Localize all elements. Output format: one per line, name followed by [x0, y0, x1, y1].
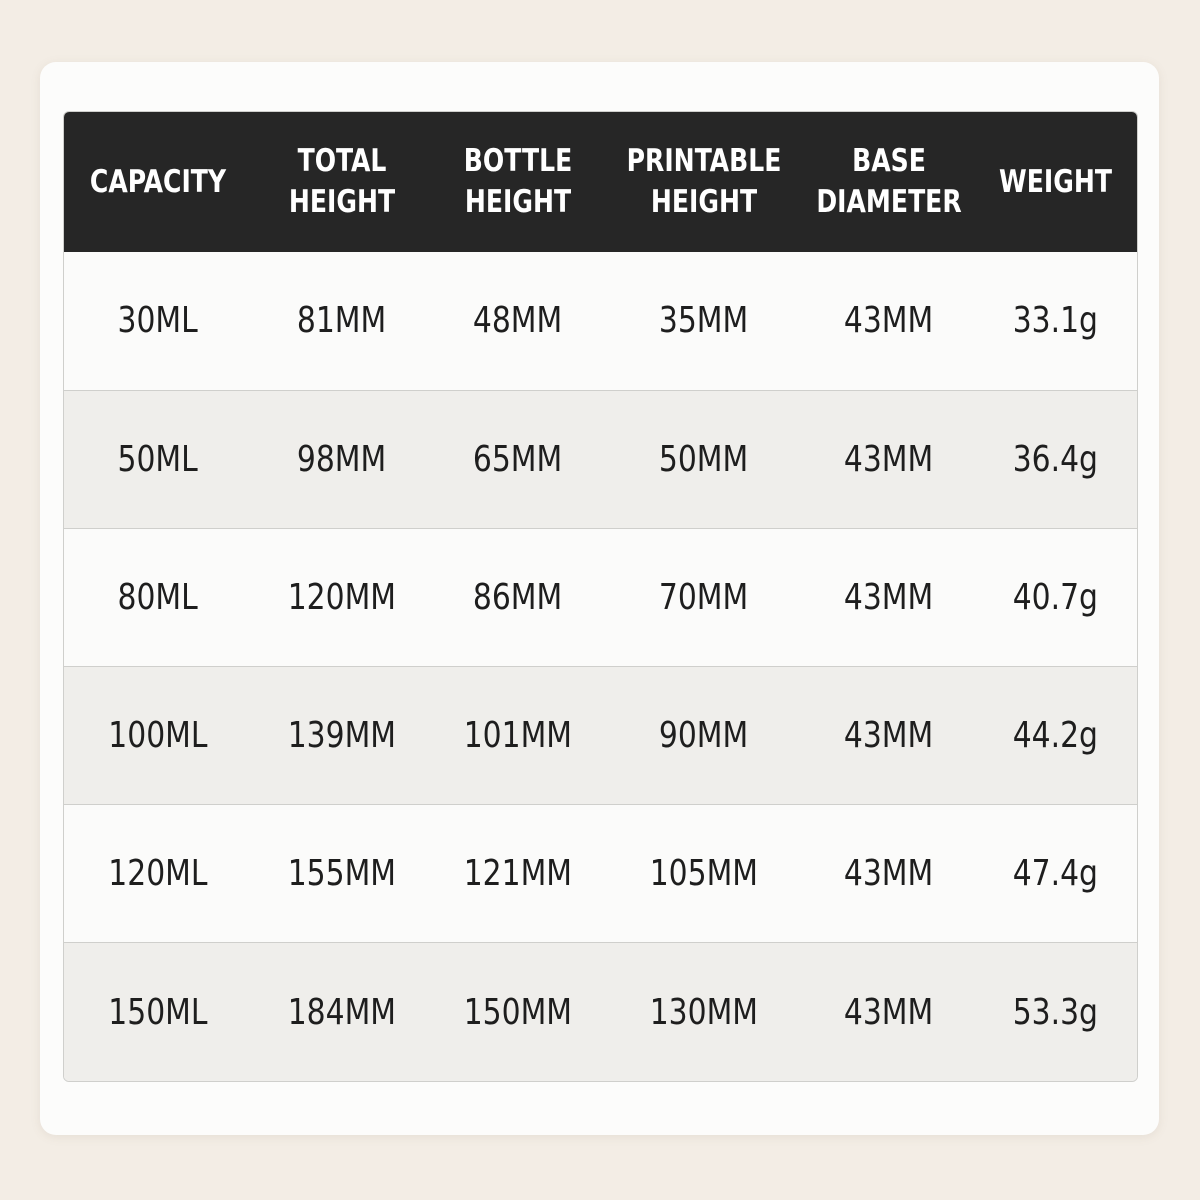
cell-capacity-value: 30ML: [117, 300, 199, 342]
table-row: [64, 390, 1137, 528]
header-total-height-line-1: TOTAL: [297, 143, 387, 179]
header-printable-height-line-1: PRINTABLE: [626, 143, 782, 179]
cell-capacity-value: 150ML: [108, 991, 208, 1033]
cell-printable-height-value: 70MM: [659, 576, 749, 618]
table-row: [64, 666, 1137, 804]
cell-weight-value: 44.2g: [1012, 715, 1099, 757]
cell-total-height: [252, 943, 432, 1081]
cell-base-diameter-value: 43MM: [844, 576, 934, 618]
cell-capacity: [64, 805, 252, 943]
cell-capacity: [64, 666, 252, 804]
cell-weight: [974, 528, 1137, 666]
table-row: [64, 252, 1137, 390]
cell-capacity: [64, 528, 252, 666]
cell-total-height-value: 139MM: [287, 715, 397, 757]
cell-base-diameter: [804, 252, 974, 390]
header-bottle-height-line-2: HEIGHT: [464, 184, 572, 220]
cell-weight-value: 36.4g: [1012, 438, 1099, 480]
spec-table-container: [63, 111, 1138, 1082]
header-base-diameter-line-1: BASE: [852, 143, 926, 179]
cell-total-height: [252, 528, 432, 666]
header-capacity-line-1: CAPACITY: [89, 163, 227, 200]
header-bottle-height-line-1: BOTTLE: [463, 143, 573, 179]
cell-weight-value: 40.7g: [1012, 576, 1099, 618]
cell-printable-height: [604, 666, 804, 804]
header-total-height-line-2: HEIGHT: [288, 184, 396, 220]
cell-weight-value: 33.1g: [1012, 300, 1099, 342]
cell-printable-height: [604, 805, 804, 943]
cell-printable-height-value: 130MM: [649, 991, 759, 1033]
cell-printable-height: [604, 528, 804, 666]
cell-total-height-value: 155MM: [287, 853, 397, 895]
cell-bottle-height-value: 150MM: [463, 991, 573, 1033]
table-header-row: [64, 112, 1137, 252]
cell-bottle-height-value: 65MM: [473, 438, 563, 480]
header-weight-line-1: WEIGHT: [999, 163, 1112, 200]
cell-capacity-value: 50ML: [117, 438, 199, 480]
cell-printable-height: [604, 943, 804, 1081]
cell-bottle-height-value: 121MM: [463, 853, 573, 895]
table-row: [64, 528, 1137, 666]
cell-weight: [974, 943, 1137, 1081]
cell-base-diameter-value: 43MM: [844, 715, 934, 757]
spec-card: [40, 62, 1159, 1135]
cell-printable-height-value: 35MM: [659, 300, 749, 342]
cell-total-height: [252, 666, 432, 804]
cell-total-height-value: 184MM: [287, 991, 397, 1033]
cell-base-diameter: [804, 390, 974, 528]
spec-table: [64, 112, 1137, 1081]
cell-weight: [974, 390, 1137, 528]
cell-printable-height-value: 50MM: [659, 438, 749, 480]
header-weight: [982, 112, 1129, 252]
cell-base-diameter: [804, 805, 974, 943]
cell-capacity-value: 80ML: [117, 576, 199, 618]
header-total-height: [261, 112, 423, 252]
cell-bottle-height: [432, 528, 604, 666]
cell-base-diameter-value: 43MM: [844, 438, 934, 480]
cell-printable-height: [604, 390, 804, 528]
cell-weight-value: 53.3g: [1012, 991, 1099, 1033]
header-base-diameter: [813, 112, 966, 252]
table-row: [64, 805, 1137, 943]
cell-bottle-height: [432, 252, 604, 390]
cell-capacity: [64, 390, 252, 528]
cell-base-diameter-value: 43MM: [844, 300, 934, 342]
cell-printable-height-value: 90MM: [659, 715, 749, 757]
cell-weight-value: 47.4g: [1012, 853, 1099, 895]
cell-capacity: [64, 252, 252, 390]
cell-bottle-height-value: 48MM: [473, 300, 563, 342]
cell-total-height-value: 120MM: [287, 576, 397, 618]
cell-total-height-value: 98MM: [297, 438, 387, 480]
header-capacity: [73, 112, 242, 252]
cell-base-diameter-value: 43MM: [844, 991, 934, 1033]
cell-capacity-value: 120ML: [108, 853, 208, 895]
cell-base-diameter-value: 43MM: [844, 853, 934, 895]
header-printable-height: [614, 112, 794, 252]
cell-base-diameter: [804, 666, 974, 804]
header-bottle-height: [441, 112, 596, 252]
cell-bottle-height: [432, 390, 604, 528]
table-row: [64, 943, 1137, 1081]
cell-bottle-height-value: 101MM: [463, 715, 573, 757]
cell-weight: [974, 805, 1137, 943]
cell-total-height: [252, 390, 432, 528]
cell-weight: [974, 666, 1137, 804]
cell-total-height: [252, 252, 432, 390]
cell-capacity-value: 100ML: [108, 715, 208, 757]
cell-base-diameter: [804, 528, 974, 666]
cell-bottle-height-value: 86MM: [473, 576, 563, 618]
cell-total-height-value: 81MM: [297, 300, 387, 342]
cell-printable-height: [604, 252, 804, 390]
cell-printable-height-value: 105MM: [649, 853, 759, 895]
cell-total-height: [252, 805, 432, 943]
cell-capacity: [64, 943, 252, 1081]
cell-bottle-height: [432, 666, 604, 804]
cell-bottle-height: [432, 805, 604, 943]
header-printable-height-line-2: HEIGHT: [650, 184, 758, 220]
cell-base-diameter: [804, 943, 974, 1081]
header-base-diameter-line-2: DIAMETER: [816, 184, 962, 220]
cell-bottle-height: [432, 943, 604, 1081]
cell-weight: [974, 252, 1137, 390]
